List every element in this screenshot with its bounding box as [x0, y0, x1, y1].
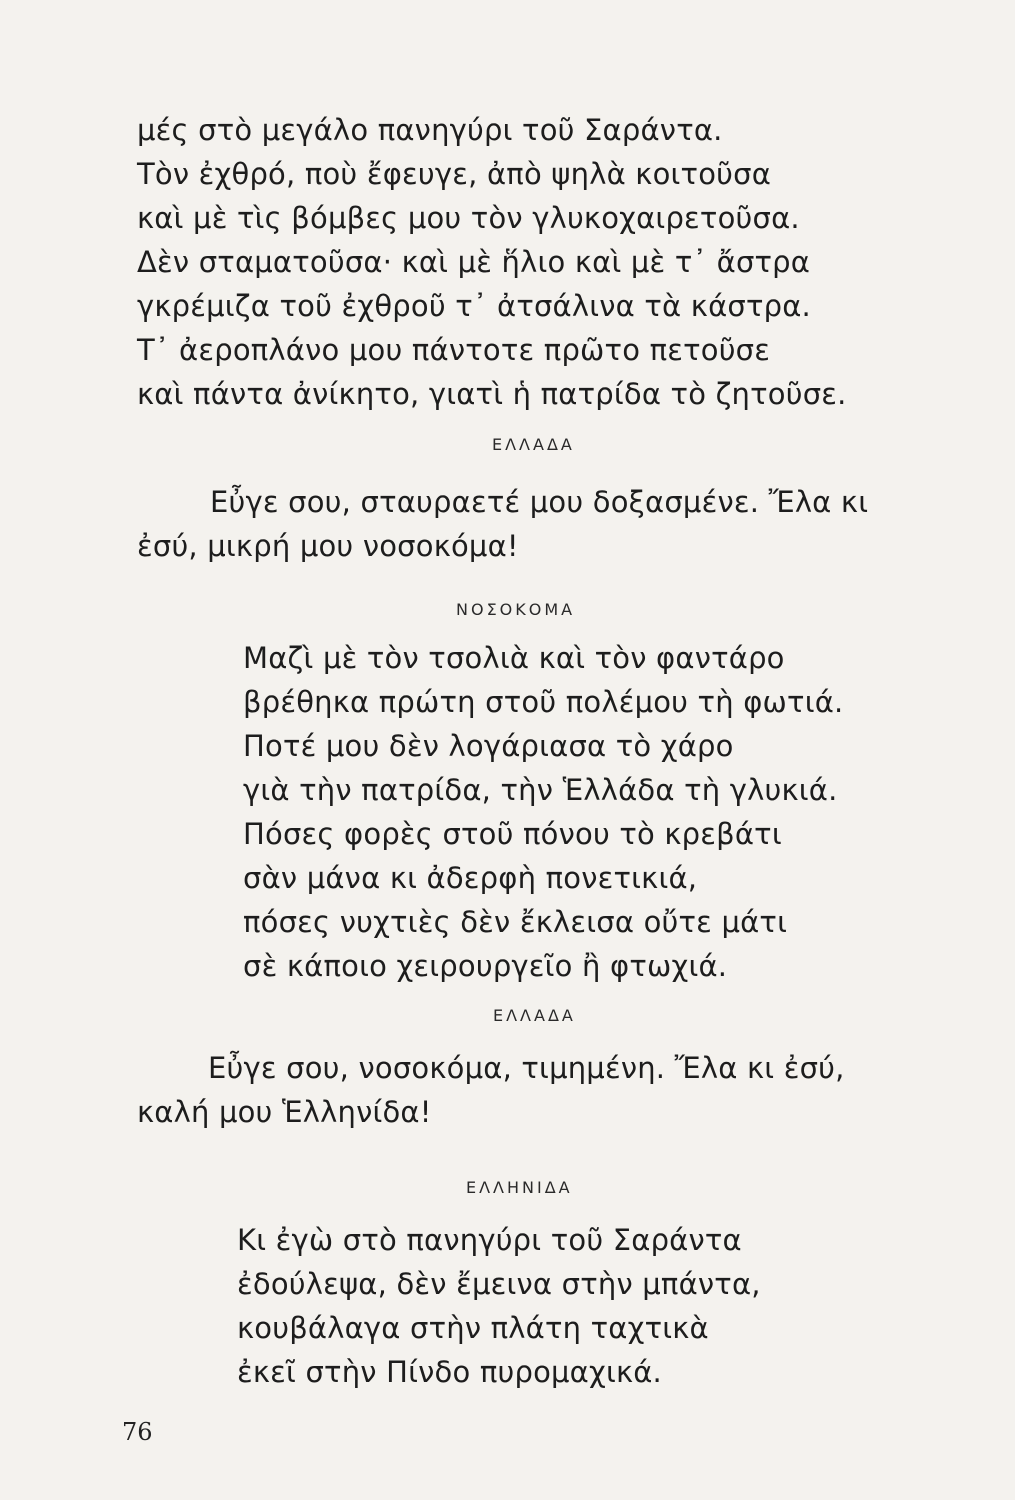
speech-line: Εὖγε σου, νοσοκόμα, τιμημένη. Ἔλα κι ἐσύ,: [208, 1051, 845, 1085]
speaker-heading: ΝΟΣΟΚΟΜΑ: [456, 600, 576, 619]
speech-line: Εὖγε σου, σταυραετέ μου δοξασμένε. Ἔλα κι: [210, 485, 869, 519]
intro-line: Τὸν ἐχθρό, ποὺ ἔφευγε, ἀπὸ ψηλὰ κοιτοῦσα: [137, 157, 772, 191]
verse-line: ἐδούλεψα, δὲν ἔμεινα στὴν μπάντα,: [237, 1267, 761, 1301]
verse-line: Κι ἐγὼ στὸ πανηγύρι τοῦ Σαράντα: [237, 1223, 742, 1257]
verse-line: γιὰ τὴν πατρίδα, τὴν Ἑλλάδα τὴ γλυκιά.: [243, 773, 838, 807]
verse-line: Μαζὶ μὲ τὸν τσολιὰ καὶ τὸν φαντάρο: [243, 641, 785, 675]
verse-line: βρέθηκα πρώτη στοῦ πολέμου τὴ φωτιά.: [243, 685, 844, 719]
verse-line: σὰν μάνα κι ἀδερφὴ πονετικιά,: [243, 861, 698, 895]
verse-line: Ποτέ μου δὲν λογάριασα τὸ χάρο: [243, 729, 734, 763]
verse-line: κουβάλαγα στὴν πλάτη ταχτικὰ: [237, 1311, 709, 1345]
intro-line: καὶ πάντα ἀνίκητο, γιατὶ ἡ πατρίδα τὸ ζητοῦσε.: [137, 377, 847, 411]
page-number: 76: [122, 1418, 153, 1446]
verse-line: πόσες νυχτιὲς δὲν ἔκλεισα οὔτε μάτι: [243, 905, 788, 939]
verse-line: ἐκεῖ στὴν Πίνδο πυρομαχικά.: [237, 1355, 662, 1389]
speaker-heading: ΕΛΛΗΝΙΔΑ: [466, 1178, 573, 1197]
speaker-heading: ΕΛΛΑΔΑ: [493, 1006, 576, 1025]
speech-line: καλή μου Ἑλληνίδα!: [137, 1095, 432, 1129]
intro-line: Τ᾽ ἀεροπλάνο μου πάντοτε πρῶτο πετοῦσε: [137, 333, 771, 367]
speaker-heading: ΕΛΛΑΔΑ: [492, 435, 575, 454]
intro-line: καὶ μὲ τὶς βόμβες μου τὸν γλυκοχαιρετοῦσα.: [137, 201, 800, 235]
speech-line: ἐσύ, μικρή μου νοσοκόμα!: [137, 529, 519, 563]
verse-line: Πόσες φορὲς στοῦ πόνου τὸ κρεβάτι: [243, 817, 782, 851]
intro-line: Δὲν σταματοῦσα· καὶ μὲ ἥλιο καὶ μὲ τ᾽ ἄστρα: [137, 245, 811, 279]
intro-line: μές στὸ μεγάλο πανηγύρι τοῦ Σαράντα.: [137, 113, 723, 147]
intro-line: γκρέμιζα τοῦ ἐχθροῦ τ᾽ ἀτσάλινα τὰ κάστρα.: [137, 289, 811, 323]
verse-line: σὲ κάποιο χειρουργεῖο ἢ φτωχιά.: [243, 949, 728, 983]
